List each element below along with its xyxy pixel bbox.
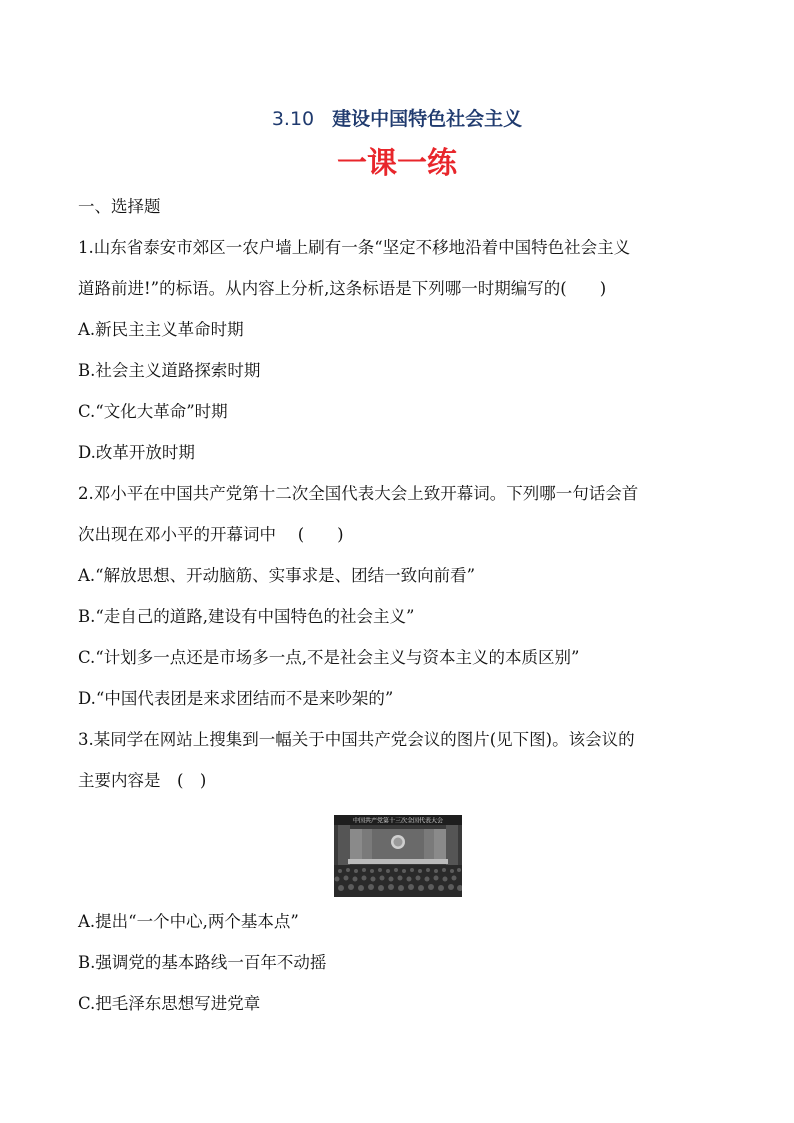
question-1-option-b: B.社会主义道路探索时期: [78, 361, 261, 380]
question-3-option-c: C.把毛泽东思想写进党章: [78, 994, 261, 1013]
section-heading: 一、选择题: [78, 197, 161, 216]
question-2-text-line2: 次出现在邓小平的开幕词中 ( ): [78, 525, 344, 544]
question-1-option-d: D.改革开放时期: [78, 443, 195, 462]
question-1-text-line2: 道路前进!”的标语。从内容上分析,这条标语是下列哪一时期编写的( ): [78, 279, 607, 298]
question-2-option-c: C.“计划多一点还是市场多一点,不是社会主义与资本主义的本质区别”: [78, 648, 580, 667]
congress-photo-container: [78, 801, 718, 901]
lesson-title: 建设中国特色社会主义: [332, 108, 523, 130]
question-2-text-line1: 2.邓小平在中国共产党第十二次全国代表大会上致开幕词。下列哪一句话会首: [78, 484, 639, 503]
question-1-option-c: C.“文化大革命”时期: [78, 402, 228, 421]
question-3-option-a: A.提出“一个中心,两个基本点”: [78, 912, 299, 931]
photo-banner-text: 中国共产党第十三次全国代表大会: [352, 817, 444, 825]
question-2-option-d: D.“中国代表团是来求团结而不是来吵架的”: [78, 689, 394, 708]
lesson-number: 3.10: [271, 108, 315, 130]
page-subtitle: 一课一练: [337, 146, 457, 181]
question-1-text-line1: 1.山东省泰安市郊区一农户墙上刷有一条“坚定不移地沿着中国特色社会主义: [78, 238, 631, 257]
question-2-option-b: B.“走自己的道路,建设有中国特色的社会主义”: [78, 607, 415, 626]
question-3-text-line1: 3.某同学在网站上搜集到一幅关于中国共产党会议的图片(见下图)。该会议的: [78, 730, 635, 749]
question-2-option-a: A.“解放思想、开动脑筋、实事求是、团结一致向前看”: [78, 566, 476, 585]
document-body: [78, 186, 718, 1024]
congress-photo: [334, 815, 462, 897]
question-3-option-b: B.强调党的基本路线一百年不动摇: [78, 953, 327, 972]
page-title: [0, 104, 794, 131]
question-1-option-a: A.新民主主义革命时期: [78, 320, 244, 339]
question-3-text-line2: 主要内容是 ( ): [78, 771, 207, 790]
